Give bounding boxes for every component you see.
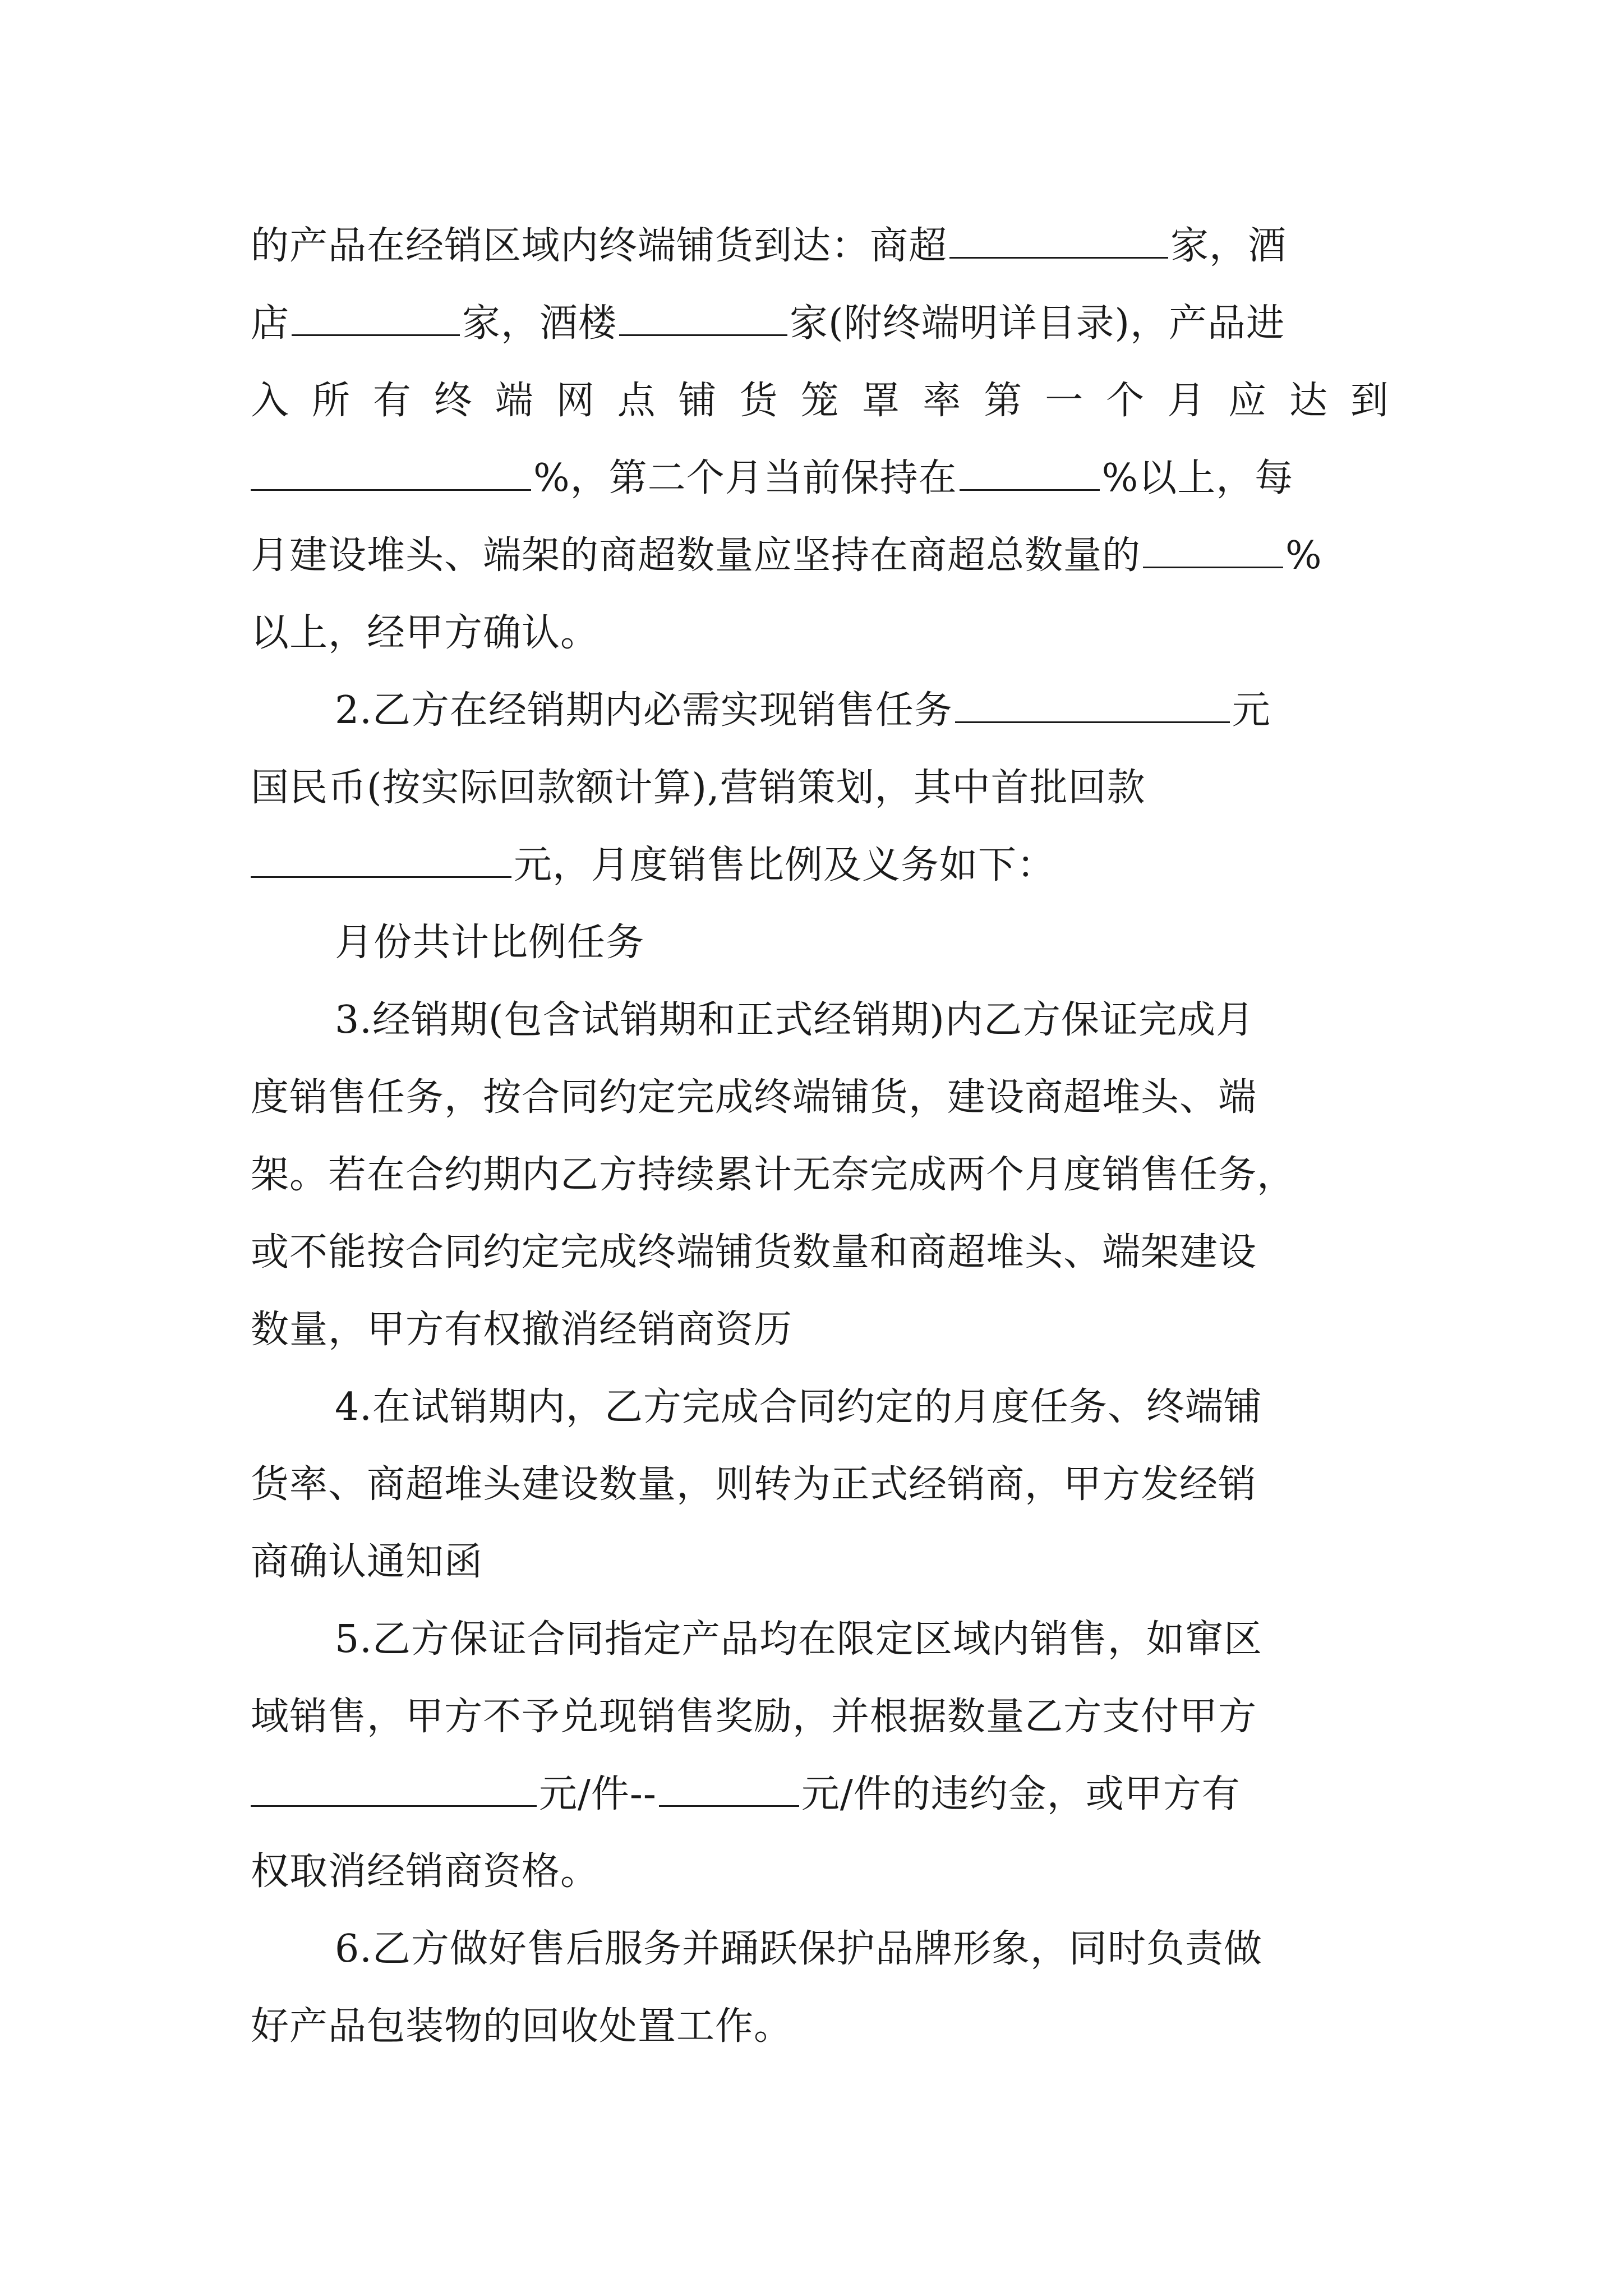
text-line (251, 904, 1389, 982)
line-text: 月份共计比例任务 (335, 921, 645, 965)
text-line (251, 1911, 1389, 1988)
char: 笼 (800, 379, 840, 423)
text-line (251, 749, 1389, 827)
char: 月 (1167, 379, 1206, 423)
line-text: 元/件-- (539, 1772, 657, 1816)
text-line (251, 672, 1389, 749)
line-text: 货率、商超堆头建设数量，则转为正式经销商，甲方发经销 (251, 1462, 1257, 1507)
line-text: %以上，每 (1101, 456, 1294, 500)
char: 达 (1289, 379, 1328, 423)
line-text: 架。若在合约期内乙方持续累计无奈完成两个月度销售任务， (251, 1153, 1296, 1197)
char: 终 (434, 379, 473, 423)
fill-blank (619, 303, 787, 336)
text-line (251, 1369, 1389, 1446)
text-line-justified (251, 362, 1389, 440)
fill-blank (1143, 535, 1283, 568)
text-line (251, 1446, 1389, 1524)
text-line (251, 285, 1389, 362)
text-line (251, 827, 1389, 904)
char: 点 (617, 379, 656, 423)
char: 率 (923, 379, 962, 423)
text-line (251, 1601, 1389, 1678)
text-line (251, 982, 1389, 1059)
line-text: 商确认通知函 (251, 1540, 483, 1584)
fill-blank (251, 1774, 537, 1807)
text-line (251, 1291, 1389, 1369)
text-line (251, 208, 1389, 285)
fill-blank (949, 226, 1168, 259)
contract-body (251, 208, 1389, 2065)
fill-blank (955, 690, 1230, 723)
fill-blank (251, 845, 511, 878)
line-text: 的产品在经销区域内终端铺货到达：商超 (251, 224, 948, 268)
text-line (251, 1756, 1389, 1833)
char: 入 (251, 379, 290, 423)
text-line (251, 1678, 1389, 1756)
line-text: 4.在试销期内，乙方完成合同约定的月度任务、终端铺 (335, 1385, 1262, 1429)
char: 一 (1045, 379, 1084, 423)
line-text: 家(附终端明详目录)，产品进 (790, 301, 1285, 346)
char: 网 (556, 379, 595, 423)
char: 铺 (678, 379, 717, 423)
text-line (251, 1059, 1389, 1137)
line-text: 家，酒 (1170, 224, 1287, 268)
text-line (251, 1988, 1389, 2065)
line-text: 度销售任务，按合同约定完成终端铺货，建设商超堆头、端 (251, 1075, 1257, 1120)
line-text: 月建设堆头、端架的商超数量应坚持在商超总数量的 (251, 533, 1141, 578)
text-line (251, 517, 1389, 595)
char: 有 (372, 379, 412, 423)
text-line (251, 1524, 1389, 1601)
fill-blank (292, 303, 460, 336)
line-text: 2.乙方在经销期内必需实现销售任务 (335, 688, 953, 733)
char: 到 (1350, 379, 1389, 423)
char: 货 (739, 379, 778, 423)
text-line (251, 1137, 1389, 1214)
line-text: 或不能按合同约定完成终端铺货数量和商超堆头、端架建设 (251, 1230, 1257, 1274)
line-text: 权取消经销商资格。 (251, 1849, 600, 1894)
text-line (251, 1214, 1389, 1291)
char: 罩 (861, 379, 901, 423)
fill-blank (659, 1774, 799, 1807)
line-text: 5.乙方保证合同指定产品均在限定区域内销售，如窜区 (335, 1617, 1262, 1662)
line-text: 家，酒楼 (462, 301, 617, 346)
line-text: 数量，甲方有权撤消经销商资历 (251, 1308, 793, 1352)
line-text: 店 (251, 301, 290, 346)
line-text: 元，月度销售比例及义务如下： (514, 843, 1056, 887)
text-line (251, 1833, 1389, 1911)
char: 端 (495, 379, 534, 423)
line-text: 6.乙方做好售后服务并踊跃保护品牌形象，同时负责做 (335, 1927, 1262, 1971)
text-line (251, 440, 1389, 517)
line-text: 3.经销期(包含试销期和正式经销期)内乙方保证完成月 (335, 998, 1255, 1042)
line-text: %，第二个月当前保持在 (533, 456, 957, 500)
line-text: 域销售，甲方不予兑现销售奖励，并根据数量乙方支付甲方 (251, 1695, 1257, 1739)
fill-blank (251, 458, 531, 491)
char: 个 (1106, 379, 1145, 423)
line-text: 元/件的违约金，或甲方有 (801, 1772, 1241, 1816)
line-text: % (1285, 533, 1322, 578)
char: 第 (984, 379, 1023, 423)
char: 所 (311, 379, 351, 423)
line-text: 好产品包装物的回收处置工作。 (251, 2004, 793, 2049)
line-text: 元 (1232, 688, 1271, 733)
text-line (251, 595, 1389, 672)
line-text: 国民币(按实际回款额计算),营销策划，其中首批回款 (251, 766, 1146, 810)
char: 应 (1228, 379, 1267, 423)
line-text: 以上，经甲方确认。 (251, 611, 600, 655)
fill-blank (960, 458, 1100, 491)
